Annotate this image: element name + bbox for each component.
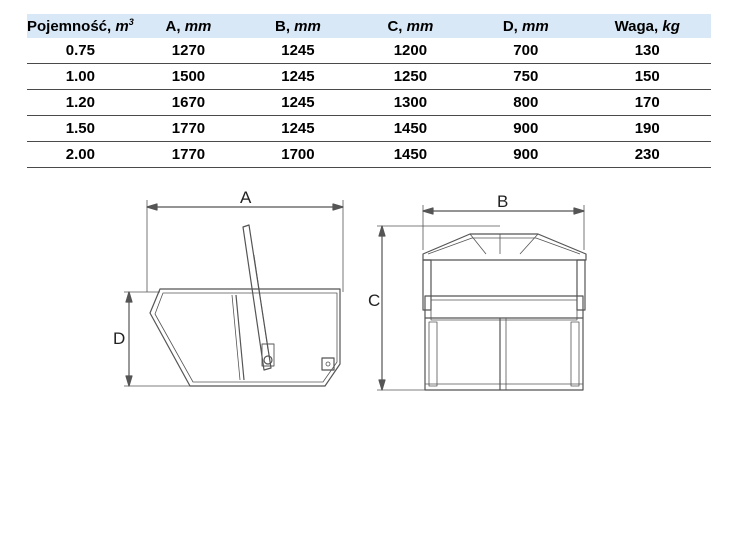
container-drawing bbox=[0, 180, 753, 410]
table-row bbox=[27, 142, 711, 168]
header-row bbox=[27, 14, 711, 38]
cell-capacity: 1.00 bbox=[27, 64, 134, 90]
cell-a: 1500 bbox=[134, 64, 243, 90]
header-capacity: Pojemność, $m^3$ bbox=[27, 14, 134, 38]
cell-c: 1250 bbox=[353, 64, 468, 90]
cell-c: 1200 bbox=[353, 38, 468, 64]
cell-weight: 230 bbox=[583, 142, 711, 168]
cell-d: 700 bbox=[468, 38, 583, 64]
header-c: C, mm bbox=[353, 14, 468, 38]
front-body-outline bbox=[425, 296, 583, 390]
cell-weight: 150 bbox=[583, 64, 711, 90]
cell-b: 1245 bbox=[243, 38, 352, 64]
cell-d: 900 bbox=[468, 116, 583, 142]
cell-capacity: 2.00 bbox=[27, 142, 134, 168]
skip-body-outline bbox=[150, 289, 340, 386]
table-row bbox=[27, 64, 711, 90]
left-upright bbox=[423, 260, 431, 310]
arrow-left-icon bbox=[147, 204, 157, 210]
arrow-up-icon bbox=[126, 292, 132, 302]
cell-a: 1770 bbox=[134, 142, 243, 168]
cell-b: 1245 bbox=[243, 116, 352, 142]
arrow-right-icon bbox=[333, 204, 343, 210]
side-view-drawing bbox=[124, 200, 343, 386]
header-a: A, mm bbox=[134, 14, 243, 38]
dimension-label-d: D bbox=[113, 329, 126, 348]
cell-weight: 170 bbox=[583, 90, 711, 116]
cell-weight: 190 bbox=[583, 116, 711, 142]
cell-a: 1270 bbox=[134, 38, 243, 64]
dimension-label-c: C bbox=[368, 291, 381, 310]
header-b: B, mm bbox=[243, 14, 352, 38]
cell-weight: 130 bbox=[583, 38, 711, 64]
spec-table-body bbox=[27, 38, 711, 168]
spec-table-header bbox=[27, 14, 711, 38]
table-row bbox=[27, 90, 711, 116]
cell-a: 1770 bbox=[134, 116, 243, 142]
tipping-bar bbox=[243, 225, 271, 370]
hinge-bolt bbox=[264, 356, 272, 364]
arrow-down-icon bbox=[126, 376, 132, 386]
dimension-label-a: A bbox=[240, 188, 252, 207]
front-view-drawing bbox=[377, 205, 586, 390]
cell-c: 1450 bbox=[353, 116, 468, 142]
header-d: D, mm bbox=[468, 14, 583, 38]
dimension-label-b: B bbox=[497, 192, 509, 211]
cell-capacity: 1.20 bbox=[27, 90, 134, 116]
arrow-left-icon bbox=[423, 208, 433, 214]
cell-a: 1670 bbox=[134, 90, 243, 116]
arrow-right-icon bbox=[574, 208, 584, 214]
cell-c: 1300 bbox=[353, 90, 468, 116]
arrow-down-icon bbox=[379, 380, 385, 390]
cell-b: 1245 bbox=[243, 64, 352, 90]
cell-capacity: 1.50 bbox=[27, 116, 134, 142]
right-upright bbox=[577, 260, 585, 310]
header-weight: Waga, kg bbox=[583, 14, 711, 38]
cell-b: 1245 bbox=[243, 90, 352, 116]
cell-b: 1700 bbox=[243, 142, 352, 168]
cell-d: 900 bbox=[468, 142, 583, 168]
table-row bbox=[27, 38, 711, 64]
cell-d: 750 bbox=[468, 64, 583, 90]
table-row bbox=[27, 116, 711, 142]
spec-table bbox=[27, 14, 711, 168]
cell-d: 800 bbox=[468, 90, 583, 116]
cell-capacity: 0.75 bbox=[27, 38, 134, 64]
cell-c: 1450 bbox=[353, 142, 468, 168]
arrow-up-icon bbox=[379, 226, 385, 236]
